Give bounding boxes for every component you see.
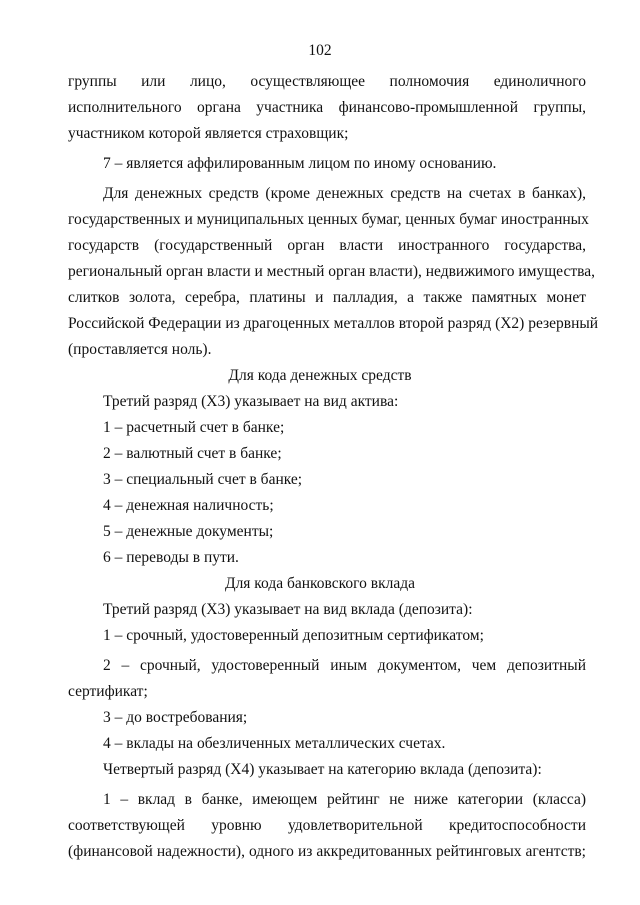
text-line: сертификат; <box>68 683 148 700</box>
text-line: (финансовой надежности), одного из аккредитованных рейтинговых агентств; <box>68 843 586 860</box>
text-line: региональный орган власти и местный орган власти), недвижимого имущества, <box>68 263 595 280</box>
text-line: исполнительного органа участника финансово-промышленной группы, <box>68 99 586 116</box>
section-heading: Для кода банковского вклада <box>225 575 415 592</box>
page-number: 102 <box>308 42 332 59</box>
text-line: соответствующей уровню удовлетворительной кредитоспособности <box>68 817 586 834</box>
text-line: (проставляется ноль). <box>68 341 212 358</box>
list-item: 4 – денежная наличность; <box>103 497 274 514</box>
text-line: 7 – является аффилированным лицом по иному основанию. <box>103 155 497 172</box>
text-line: группы или лицо, осуществляющее полномочия единоличного <box>68 73 586 90</box>
list-item: 1 – вклад в банке, имеющем рейтинг не ниже категории (класса) <box>103 791 586 808</box>
text-line: Четвертый разряд (Х4) указывает на категорию вклада (депозита): <box>103 761 542 778</box>
text-line: участником которой является страховщик; <box>68 125 349 142</box>
text-line: государственных и муниципальных ценных бумаг, ценных бумаг иностранных <box>68 211 589 228</box>
list-item: 1 – расчетный счет в банке; <box>103 419 285 436</box>
text-line: Для денежных средств (кроме денежных средств на счетах в банках), <box>103 185 586 202</box>
list-item: 1 – срочный, удостоверенный депозитным сертификатом; <box>103 627 484 644</box>
list-item: 3 – до востребования; <box>103 709 248 726</box>
list-item: 5 – денежные документы; <box>103 523 274 540</box>
text-line: Третий разряд (Х3) указывает на вид вклада (депозита): <box>103 601 473 618</box>
text-line: государств (государственный орган власти иностранного государства, <box>68 237 586 254</box>
section-heading: Для кода денежных средств <box>228 367 412 384</box>
list-item: 4 – вклады на обезличенных металлических счетах. <box>103 735 446 752</box>
text-line: Третий разряд (Х3) указывает на вид актива: <box>103 393 399 410</box>
list-item: 2 – срочный, удостоверенный иным документом, чем депозитный <box>103 657 586 674</box>
list-item: 3 – специальный счет в банке; <box>103 471 303 488</box>
text-line: Российской Федерации из драгоценных металлов второй разряд (Х2) резервный <box>68 315 599 332</box>
text-line: слитков золота, серебра, платины и палладия, а также памятных монет <box>68 289 586 306</box>
list-item: 2 – валютный счет в банке; <box>103 445 282 462</box>
list-item: 6 – переводы в пути. <box>103 549 239 566</box>
